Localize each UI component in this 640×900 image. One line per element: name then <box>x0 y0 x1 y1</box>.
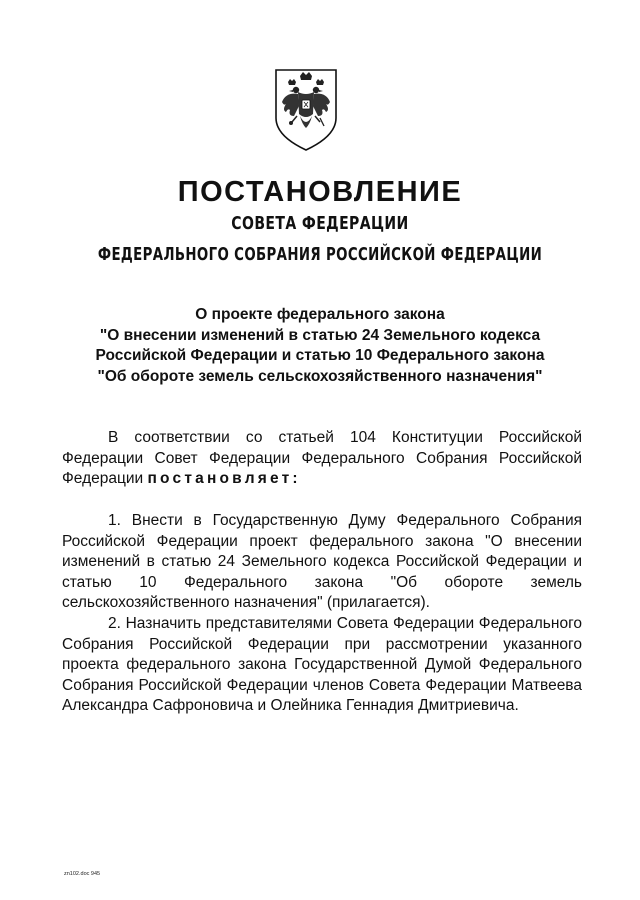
russian-coat-of-arms-icon <box>270 66 342 154</box>
file-reference-code: zn102.doc 945 <box>64 871 101 877</box>
subject-line: "О внесении изменений в статью 24 Земельного кодекса <box>99 326 541 344</box>
issuer-line-1: СОВЕТА ФЕДЕРАЦИИ <box>231 213 409 234</box>
preamble-paragraph <box>62 428 582 490</box>
subject-line: О проекте федерального закона <box>195 306 445 323</box>
resolution-subject <box>60 305 580 387</box>
preamble-text: В соответствии со статьей 104 Конституции Российской Федерации Совет Федерации Федерального Собрания Российской Федерации <box>62 429 582 487</box>
document-type-title: ПОСТАНОВЛЕНИЕ <box>177 176 463 208</box>
operative-keyword: постановляет: <box>147 470 301 487</box>
subject-line: Российской Федерации и статью 10 Федерального закона <box>95 347 545 364</box>
point-1-text: 1. Внести в Государственную Думу Федерального Собрания Российской Федерации проект федерального закона "О внесении изменений в статью 24 Земельного кодекса Российской Федерации и статью 10 Федерального закона "Об обороте земель сельскохозяйственного назначения" (прилагается). <box>62 512 582 611</box>
coat-of-arms-emblem <box>270 66 342 154</box>
subject-line: "Об обороте земель сельскохозяйственного назначения" <box>97 367 543 385</box>
point-1-paragraph <box>62 511 582 614</box>
point-2-text: 2. Назначить представителями Совета Федерации Федерального Собрания Российской Федерации при рассмотрении указанного проекта федерального закона Государственной Думой Федерального Собрания Российской Федерации членов Совета Федерации Матвеева Александра Сафроновича и Олейника Геннадия Дмитриевича. <box>62 615 582 714</box>
issuer-line-2: ФЕДЕРАЛЬНОГО СОБРАНИЯ РОССИЙСКОЙ ФЕДЕРАЦИИ <box>97 244 543 265</box>
point-2-paragraph <box>62 614 582 717</box>
